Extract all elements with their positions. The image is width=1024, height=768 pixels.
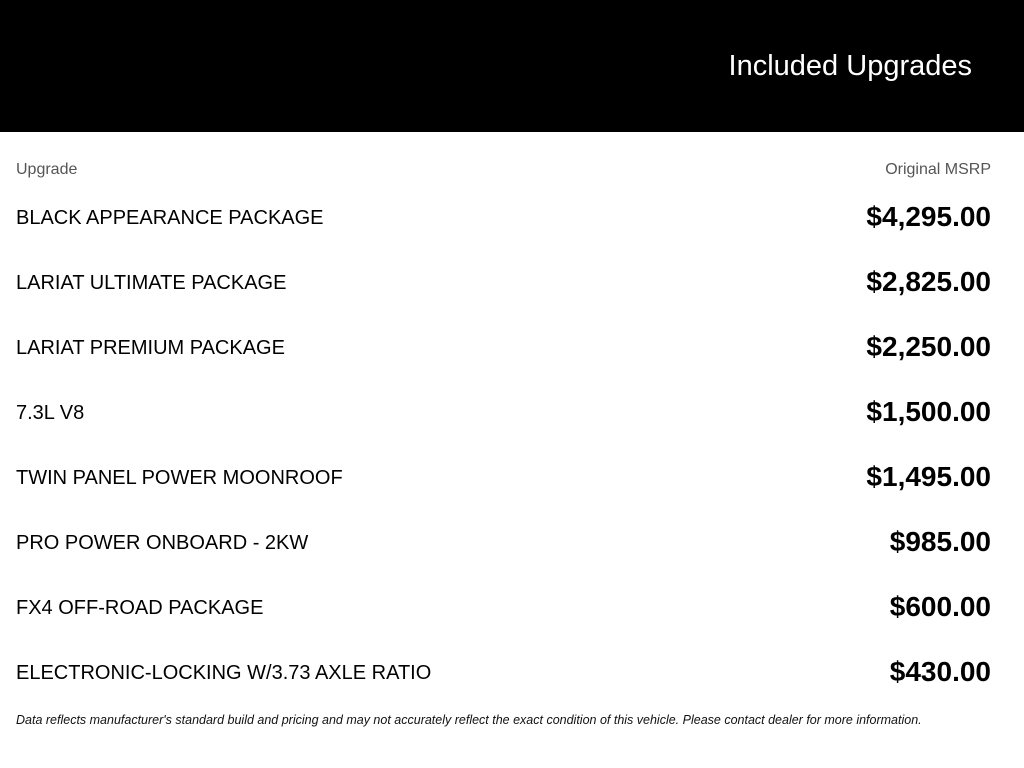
page-title: Included Upgrades: [728, 50, 972, 82]
upgrades-list: [0, 185, 1024, 705]
upgrade-row: [0, 640, 1024, 705]
header-banner: [0, 0, 1024, 132]
upgrade-name: TWIN PANEL POWER MOONROOF: [16, 467, 343, 489]
upgrade-price: $2,250.00: [866, 331, 991, 362]
upgrade-row: [0, 575, 1024, 640]
upgrade-row: [0, 185, 1024, 250]
disclaimer-text: Data reflects manufacturer's standard build and pricing and may not accurately reflect the exact condition of this vehicle. Please contact dealer for more information.: [16, 713, 922, 727]
upgrade-price: $4,295.00: [866, 201, 991, 232]
upgrade-row: [0, 445, 1024, 510]
upgrade-price: $985.00: [889, 526, 991, 557]
upgrade-price: $2,825.00: [866, 266, 991, 297]
upgrade-name: FX4 OFF-ROAD PACKAGE: [16, 597, 264, 619]
column-header-msrp: Original MSRP: [885, 161, 991, 178]
upgrade-name: BLACK APPEARANCE PACKAGE: [16, 207, 324, 229]
upgrade-price: $1,500.00: [866, 396, 991, 427]
upgrade-row: [0, 510, 1024, 575]
upgrade-row: [0, 315, 1024, 380]
upgrade-name: LARIAT PREMIUM PACKAGE: [16, 337, 285, 359]
upgrade-name: 7.3L V8: [16, 402, 85, 424]
upgrade-price: $430.00: [889, 656, 991, 687]
upgrade-row: [0, 250, 1024, 315]
upgrade-price: $1,495.00: [866, 461, 991, 492]
upgrade-name: LARIAT ULTIMATE PACKAGE: [16, 272, 287, 294]
upgrade-name: ELECTRONIC-LOCKING W/3.73 AXLE RATIO: [16, 662, 432, 684]
upgrade-name: PRO POWER ONBOARD - 2KW: [16, 532, 309, 554]
upgrade-row: [0, 380, 1024, 445]
upgrade-price: $600.00: [889, 591, 991, 622]
column-header-upgrade: Upgrade: [16, 161, 78, 178]
